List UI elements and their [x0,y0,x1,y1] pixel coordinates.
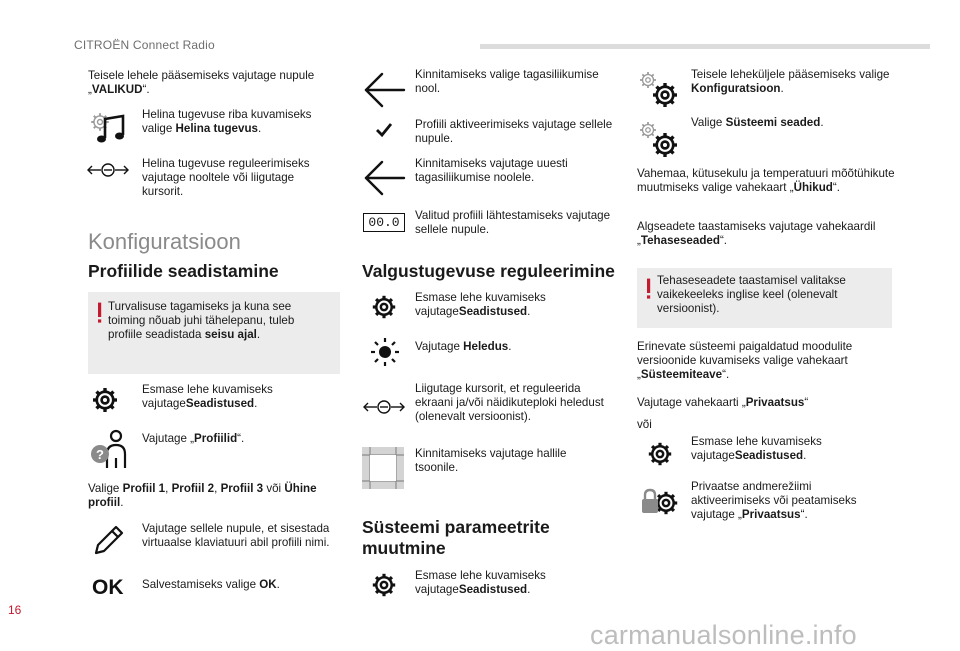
settings-gear-icon [646,440,674,468]
save-ok-text: Salvestamiseks valige OK. [142,578,280,591]
select-profile-text: Valige Profiil 1, Profiil 2, Profiil 3 või Ühine profiil. [88,482,317,509]
settings-text: Esmase lehe kuvamiseks vajutageSeadistused. [142,383,273,410]
slider-icon [86,160,130,180]
pencil-icon [92,525,124,557]
music-gear-icon [89,111,129,147]
settings-gear-icon [370,571,398,599]
safety-warning-box [88,292,340,374]
profiles-text: Vajutage „Profiilid“. [142,432,245,445]
privacy-tab-text: Vajutage vahekaarti „Privaatsus“ [637,396,809,409]
system-settings-text: Esmase lehe kuvamiseks vajutageSeadistused. [415,569,546,596]
language-warning-box [637,268,892,328]
back-arrow-text: Kinnitamiseks valige tagasiliikumise nool. [415,68,599,95]
config-gears-icon [638,70,680,110]
system-section-title: Süsteemi parameetrite muutmine [362,517,550,558]
factory-reset-text: Algseadete taastamiseks vajutage vahekaardil „Tehaseseaded“. [637,220,876,247]
back-arrow-icon [362,70,406,110]
volume-adjust-text: Helina tugevuse reguleerimiseks vajutage nooltele või liigutage kursorit. [142,157,310,198]
brightness-icon [368,337,402,367]
language-warning-text: Tehaseseadete taastamisel valitakse vaikekeeleks inglise keel (olenevalt versioonist). [657,274,846,315]
header-divider [480,44,930,49]
header-title: CITROËN Connect Radio [74,38,215,52]
brightness-section-title: Valgustugevuse reguleerimine [362,261,615,281]
privacy-lock-gear-icon [640,485,680,521]
profile-icon [88,428,130,470]
watermark: carmanualsonline.info [590,620,857,650]
edit-name-text: Vajutage sellele nupule, et sisestada virtuaalse klaviatuuri abil profiili nimi. [142,522,330,549]
reset-profile-text: Valitud profiili lähtestamiseks vajutage sellele nupule. [415,209,611,236]
grey-zone-text: Kinnitamiseks vajutage hallile tsoonile. [415,447,567,474]
system-settings-text: Valige Süsteemi seaded. [691,116,824,129]
warning-exclamation-icon [647,276,651,302]
slider-icon [362,397,406,417]
grey-zone-icon [362,447,404,489]
section-title: Konfiguratsioon [88,229,241,254]
back-again-text: Kinnitamiseks vajutage uuesti tagasiliikumise noolele. [415,157,568,184]
page-number: 16 [8,603,22,617]
settings-gear-icon [370,293,398,321]
privacy-mode-text: Privaatse andmerežiimi aktiveerimiseks või peatamiseks vajutage „Privaatsus“. [691,480,857,521]
brightness-text: Vajutage Heledus. [415,340,512,353]
privacy-settings-text: Esmase lehe kuvamiseks vajutageSeadistused. [691,435,822,462]
options-intro: Teisele lehele pääsemiseks vajutage nupule „VALIKUD“. [88,69,315,96]
back-arrow-icon [362,158,406,198]
reset-counter-icon: 00.0 [363,213,405,232]
activate-profile-text: Profiili aktiveerimiseks vajutage sellele nupule. [415,118,613,145]
system-info-text: Erinevate süsteemi paigaldatud moodulite versioonide kuvamiseks valige vahekaart „Süsteemiteave“. [637,340,853,381]
volume-bar-text: Helina tugevuse riba kuvamiseks valige Helina tugevus. [142,108,312,135]
brightness-settings-text: Esmase lehe kuvamiseks vajutageSeadistused. [415,291,546,318]
settings-gear-icon [90,385,120,415]
or-text: või [637,418,652,431]
brightness-slider-text: Liigutage kursorit, et reguleerida ekraani ja/või näidikuteploki heledust (olenevalt versioonist). [415,382,604,423]
config-text: Teisele leheküljele pääsemiseks valige Konfiguratsioon. [691,68,890,95]
safety-warning-text: Turvalisuse tagamiseks ja kuna see toiming nõuab juhi tähelepanu, tuleb profiile seadistada seisu ajal. [108,300,295,341]
svg-text:?: ? [96,447,104,462]
system-gears-icon [638,120,680,160]
units-text: Vahemaa, kütusekulu ja temperatuuri mõõtühikute muutmiseks valige vahekaart „Ühikud“. [637,167,895,194]
checkmark-icon [375,122,393,138]
ok-icon: OK [92,576,124,599]
profiles-subsection-title: Profiilide seadistamine [88,261,279,281]
warning-exclamation-icon [98,300,102,326]
